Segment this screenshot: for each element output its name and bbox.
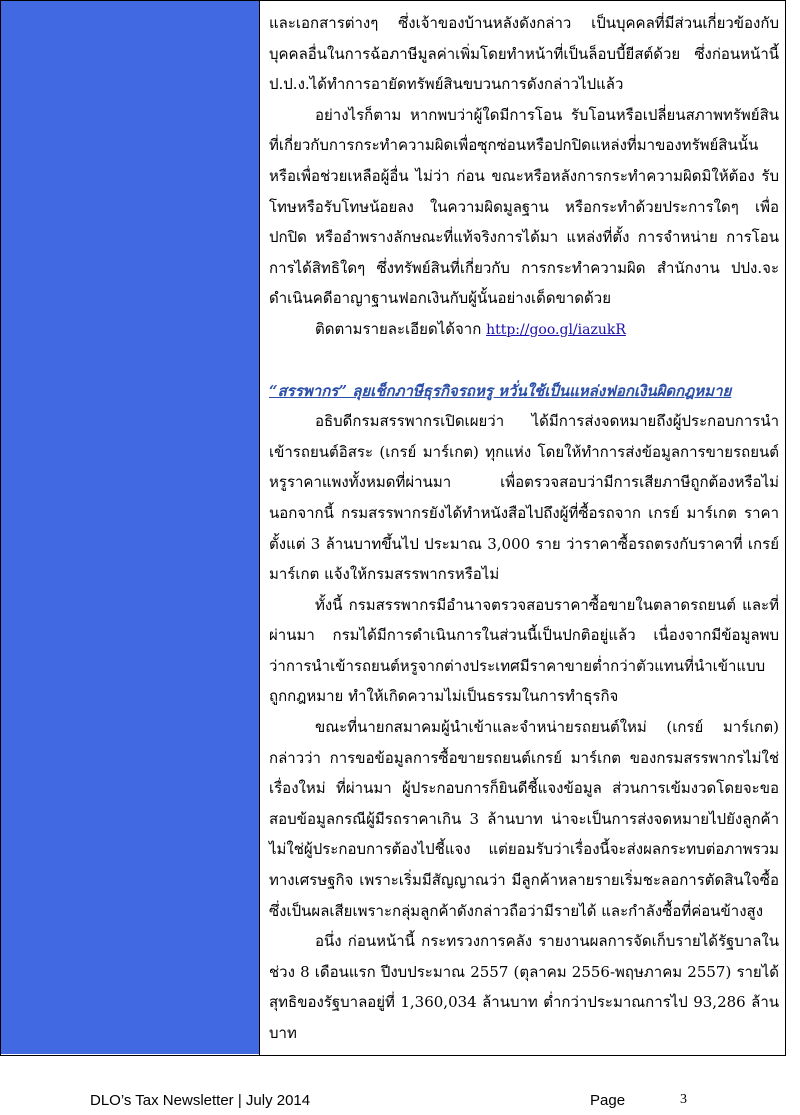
blue-sidebar [1,1,259,1054]
paragraph-3: อธิบดีกรมสรรพากรเปิดเผยว่า ได้มีการส่งจดหมายถึงผู้ประกอบการนำเข้ารถยนต์อิสระ (เกรย์ มาร์เกต) ทุกแห่ง โดยให้ทำการส่งข้อมูลการขายรถยนต์หรูราคาแพงทั้งหมดที่ผ่านมา เพื่อตรวจสอบว่ามีการเสียภาษีถูกต้องหรือไม่ นอกจากนี้ กรมสรรพากรยังได้ทำหนังสือไปถึงผู้ที่ซื้อรถจาก เกรย์ มาร์เกต ราคาตั้งแต่ 3 ล้านบาทขึ้นไป ประมาณ 3,000 ราย ว่าราคาซื้อรถตรงกับราคาที่ เกรย์ มาร์เกต แจ้งให้กรมสรรพากรหรือไม่ [269,412,779,584]
headline-text[interactable]: “สรรพากร” ลุยเช็กภาษีธุรกิจรถหรู หวั่นใช้เป็นแหล่งฟอกเงินผิดกฎหมาย [269,381,732,400]
paragraph-1: และเอกสารต่างๆ ซึ่งเจ้าของบ้านหลังดังกล่าว เป็นบุคคลที่มีส่วนเกี่ยวข้องกับบุคคลอื่นในการฉ้อภาษีมูลค่าเพิ่มโดยทำหน้าที่เป็นล็อบบี้ยีสต์ด้วย ซึ่งก่อนหน้านี้ ป.ป.ง.ได้ทำการอายัดทรัพย์สินขบวนการดังกล่าวไปแล้ว [269,14,779,94]
follow-text: ติดตามรายละเอียดได้จาก [315,319,482,338]
paragraph-2: อย่างไรก็ตาม หากพบว่าผู้ใดมีการโอน รับโอนหรือเปลี่ยนสภาพทรัพย์สินที่เกี่ยวกับการกระทำความผิดเพื่อซุกซ่อนหรือปกปิดแหล่งที่มาของทรัพย์สินนั้น หรือเพื่อช่วยเหลือผู้อื่น ไม่ว่า ก่อน ขณะหรือหลังการกระทำความผิดมิให้ต้อง รับโทษหรือรับโทษน้อยลง ในความผิดมูลฐาน หรือกระทำด้วยประการใดๆ เพื่อปกปิด หรืออำพรางลักษณะที่แท้จริงการได้มา แหล่งที่ตั้ง การจำหน่าย การโอน การได้สิทธิใดๆ ซึ่งทรัพย์สินที่เกี่ยวกับ การกระทำความผิด สำนักงาน ปปง.จะดำเนินคดีอาญาฐานฟอกเงินกับผู้นั้นอย่างเด็ดขาดด้วย [269,105,779,308]
paragraph-6: อนึ่ง ก่อนหน้านี้ กระทรวงการคลัง รายงานผลการจัดเก็บรายได้รัฐบาลในช่วง 8 เดือนแรก ปีงบประมาณ 2557 (ตุลาคม 2556-พฤษภาคม 2557) รายได้สุทธิของรัฐบาลอยู่ที่ 1,360,034 ล้านบาท ต่ำกว่าประมาณการไป 93,286 ล้านบาท [269,932,779,1042]
article-content [269,8,779,1049]
column-divider [259,0,260,1056]
page-label: Page [590,1092,626,1109]
spacer [269,346,779,376]
follow-line [269,314,779,346]
page-number: 3 [680,1092,687,1107]
page-footer [0,1092,800,1112]
headline [269,376,779,407]
paragraph-5: ขณะที่นายกสมาคมผู้นำเข้าและจำหน่ายรถยนต์ใหม่ (เกรย์ มาร์เกต) กล่าวว่า การขอข้อมูลการซื้อขายรถยนต์เกรย์ มาร์เกต ของกรมสรรพากรไม่ใช่เรื่องใหม่ ที่ผ่านมา ผู้ประกอบการก็ยินดีชี้แจงข้อมูล ส่วนการเข้มงวดโดยจะขอสอบข้อมูลกรณีผู้มีรถราคาเกิน 3 ล้านบาท น่าจะเป็นการส่งจดหมายไปยังลูกค้า ไม่ใช่ผู้ประกอบการต้องไปชี้แจง แต่ยอมรับว่าเรื่องนี้จะส่งผลกระทบต่อภาพรวมทางเศรษฐกิจ เพราะเริ่มมีสัญญาณว่า มีลูกค้าหลายรายเริ่มชะลอการตัดสินใจซื้อ ซึ่งเป็นผลเสียเพราะกลุ่มลูกค้าดังกล่าวถือว่ามีรายได้ และกำลังซื้อที่ค่อนข้างสูง [269,718,779,920]
newsletter-title: DLO’s Tax Newsletter | July 2014 [90,1092,311,1109]
source-link[interactable]: http://goo.gl/iazukR [486,321,626,338]
paragraph-4: ทั้งนี้ กรมสรรพากรมีอำนาจตรวจสอบราคาซื้อขายในตลาดรถยนต์ และที่ผ่านมา กรมได้มีการดำเนินการในส่วนนี้เป็นปกติอยู่แล้ว เนื่องจากมีข้อมูลพบว่าการนำเข้ารถยนต์หรูจากต่างประเทศมีราคาขายต่ำกว่าตัวแทนที่นำเข้าแบบถูกกฎหมาย ทำให้เกิดความไม่เป็นธรรมในการทำธุรกิจ [269,595,779,706]
